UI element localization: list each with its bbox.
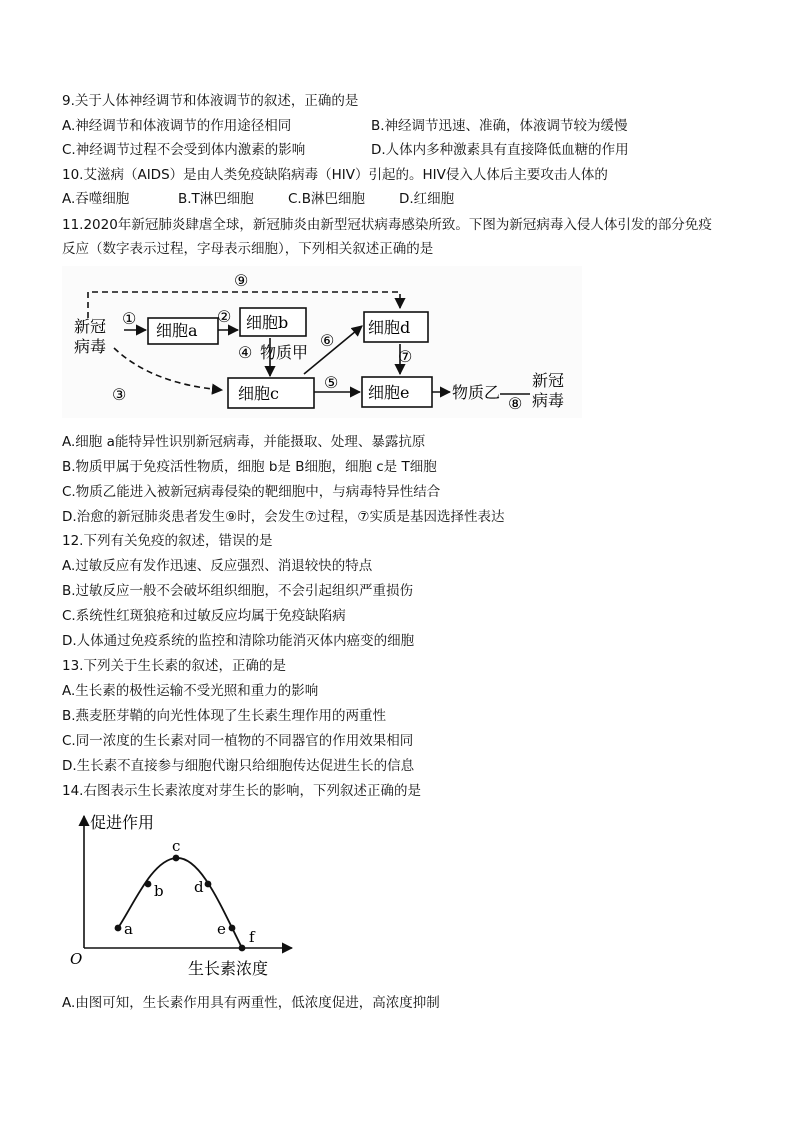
process-4-number: ④ (238, 343, 253, 362)
q11-stem-line2: 反应（数字表示过程，字母表示细胞），下列相关叙述正确的是 (62, 241, 434, 257)
q14-stem: 14.右图表示生长素浓度对芽生长的影响，下列叙述正确的是 (62, 783, 421, 799)
q9-option-a: A.神经调节和体液调节的作用途径相同 (62, 118, 292, 134)
q10-stem: 10.艾滋病（AIDS）是由人类免疫缺陷病毒（HIV）引起的。HIV侵入人体后主要攻击人体的 (62, 167, 608, 183)
q12-option-c: C.系统性红斑狼疮和过敏反应均属于免疫缺陷病 (62, 608, 346, 624)
cell-a-label: 细胞a (156, 321, 198, 340)
q11-option-b: B.物质甲属于免疫活性物质，细胞 b是 B细胞，细胞 c是 T细胞 (62, 459, 437, 475)
y-axis-label: 促进作用 (90, 813, 155, 832)
point-e (229, 925, 236, 932)
point-b (145, 881, 152, 888)
x-axis-label: 生长素浓度 (188, 959, 269, 978)
q13-option-c: C.同一浓度的生长素对同一植物的不同器官的作用效果相同 (62, 733, 414, 749)
q9-option-c: C.神经调节过程不会受到体内激素的影响 (62, 142, 306, 158)
point-d-label: d (194, 878, 204, 896)
point-b-label: b (154, 882, 164, 900)
q11-stem-line1: 11.2020年新冠肺炎肆虐全球，新冠肺炎由新型冠状病毒感染所致。下图为新冠病毒入侵人体引发的部分免疫 (62, 217, 712, 233)
cell-c-label: 细胞c (238, 384, 279, 403)
point-a (115, 925, 122, 932)
q12-option-b: B.过敏反应一般不会破坏组织细胞，不会引起组织严重损伤 (62, 583, 414, 599)
q12-stem: 12.下列有关免疫的叙述，错误的是 (62, 533, 273, 549)
process-7-number: ⑦ (398, 347, 413, 366)
q11-option-d: D.治愈的新冠肺炎患者发生⑨时，会发生⑦过程，⑦实质是基因选择性表达 (62, 509, 505, 525)
virus-left-label-2: 病毒 (74, 337, 107, 356)
process-9-number: ⑨ (234, 271, 249, 290)
virus-right-label-2: 病毒 (532, 391, 565, 410)
q12-option-a: A.过敏反应有发作迅速、反应强烈、消退较快的特点 (62, 558, 373, 574)
process-3-number: ③ (112, 385, 127, 404)
immune-response-diagram (62, 266, 582, 418)
process-8-number: ⑧ (508, 394, 523, 413)
q14-option-a: A.由图可知，生长素作用具有两重性，低浓度促进，高浓度抑制 (62, 995, 440, 1011)
q12-option-d: D.人体通过免疫系统的监控和清除功能消灭体内癌变的细胞 (62, 633, 415, 649)
cell-e-label: 细胞e (368, 383, 410, 402)
point-e-label: e (217, 920, 226, 938)
q13-option-b: B.燕麦胚芽鞘的向光性体现了生长素生理作用的两重性 (62, 708, 387, 724)
q9-stem: 9.关于人体神经调节和体液调节的叙述，正确的是 (62, 93, 359, 109)
q13-option-a: A.生长素的极性运输不受光照和重力的影响 (62, 683, 319, 699)
point-f (239, 945, 246, 952)
q10-option-b: B.T淋巴细胞 (178, 191, 254, 207)
q11-option-c: C.物质乙能进入被新冠病毒侵染的靶细胞中，与病毒特异性结合 (62, 484, 441, 500)
point-a-label: a (124, 920, 133, 938)
cell-b-label: 细胞b (246, 313, 289, 332)
process-2-number: ② (217, 307, 232, 326)
q10-option-d: D.红细胞 (399, 191, 455, 207)
q10-option-c: C.B淋巴细胞 (288, 191, 365, 207)
origin-label: O (70, 950, 83, 968)
point-c-label: c (172, 837, 181, 855)
q13-option-d: D.生长素不直接参与细胞代谢只给细胞传达促进生长的信息 (62, 758, 415, 774)
point-d (205, 881, 212, 888)
cell-d-label: 细胞d (368, 318, 411, 337)
virus-left-label-1: 新冠 (74, 317, 107, 336)
point-c (173, 855, 180, 862)
process-1-number: ① (122, 309, 137, 328)
process-6-number: ⑥ (320, 331, 335, 350)
q9-option-d: D.人体内多种激素具有直接降低血糖的作用 (371, 142, 629, 158)
q13-stem: 13.下列关于生长素的叙述，正确的是 (62, 658, 286, 674)
process-5-number: ⑤ (324, 373, 339, 392)
q11-option-a: A.细胞 a能特异性识别新冠病毒，并能摄取、处理、暴露抗原 (62, 434, 426, 450)
point-f-label: f (249, 928, 255, 946)
substance-jia-label: 物质甲 (260, 343, 309, 362)
auxin-concentration-graph (62, 808, 298, 982)
q10-option-a: A.吞噬细胞 (62, 191, 130, 207)
substance-yi-label: 物质乙 (452, 383, 501, 402)
virus-right-label-1: 新冠 (532, 371, 565, 390)
q9-option-b: B.神经调节迅速、准确，体液调节较为缓慢 (371, 118, 628, 134)
